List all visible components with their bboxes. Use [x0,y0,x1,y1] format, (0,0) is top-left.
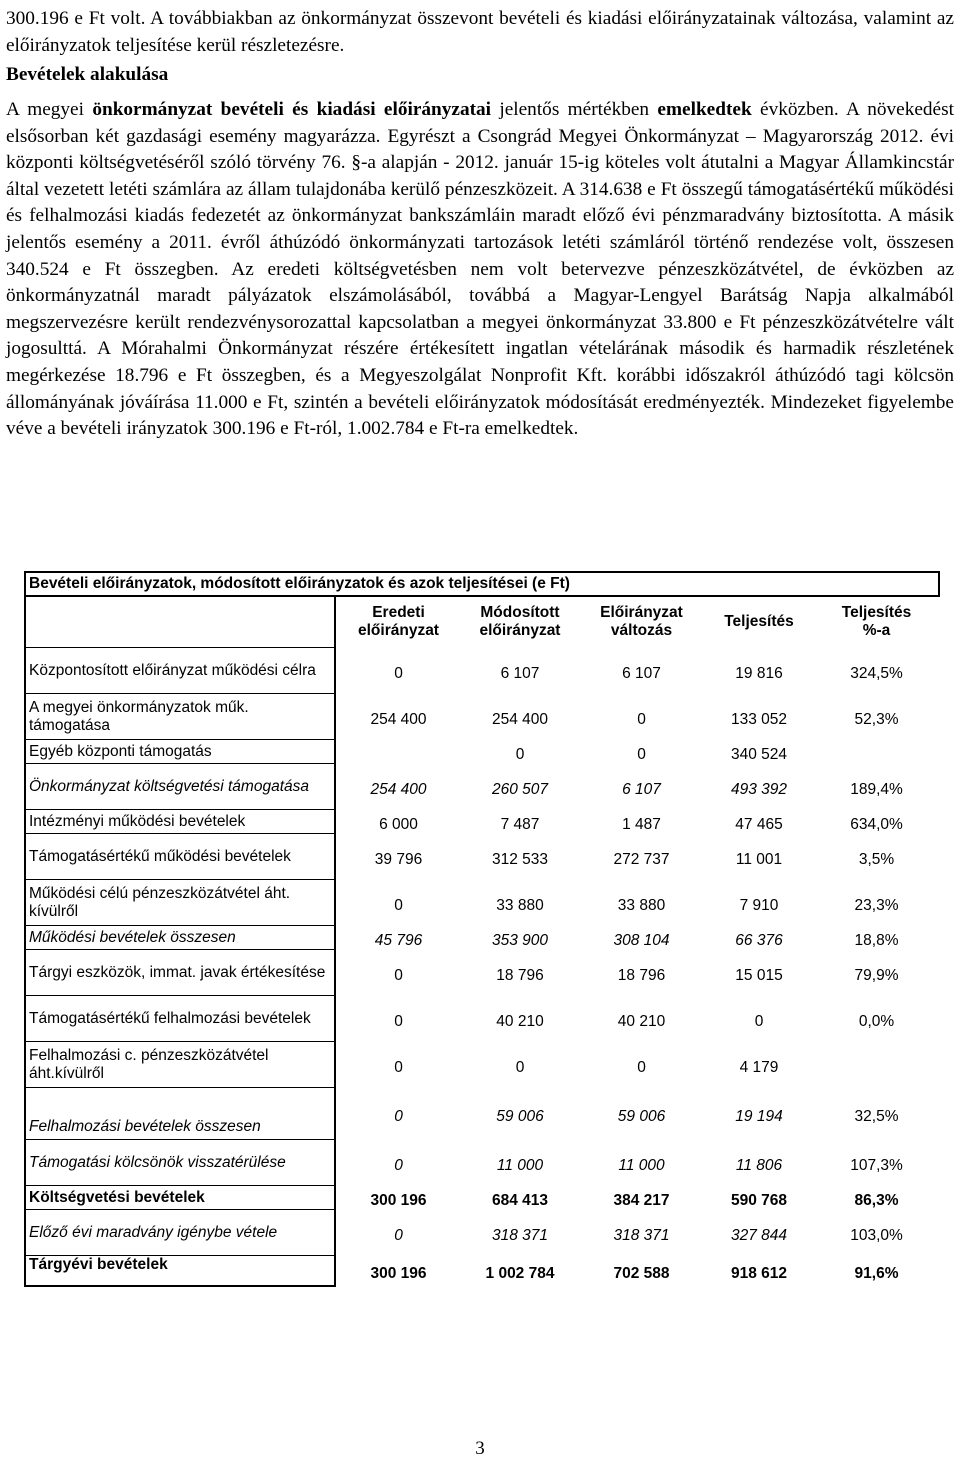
row-label: Tárgyévi bevételek [25,1256,335,1286]
cell-valtozas: 6 107 [622,780,661,798]
cell-teljesites: 918 612 [730,1264,788,1282]
cell-valtozas: 702 588 [613,1264,670,1282]
cell-modositott: 318 371 [491,1226,549,1244]
cell-eredeti: 6 000 [379,815,418,833]
page-number: 3 [475,1438,485,1459]
cell-eredeti: 45 796 [374,931,423,949]
table-row [25,1042,939,1088]
cell-teljesites: 327 844 [730,1226,788,1244]
cell-modositott: 0 [515,1058,525,1076]
cell-valtozas: 6 107 [622,664,661,682]
cell-pct: 52,3% [854,710,899,728]
row-label: Egyéb központi támogatás [25,740,335,764]
cell-eredeti: 300 196 [370,1264,427,1282]
cell-modositott: 1 002 784 [485,1264,555,1282]
cell-eredeti: 0 [394,1012,403,1030]
header-teljesites-pct: Teljesítés %-a [841,604,912,640]
row-label: Tárgyi eszközök, immat. javak értékesítése [25,950,335,996]
table-row [25,694,939,740]
cell-pct: 91,6% [854,1264,899,1282]
cell-teljesites: 15 015 [735,966,783,984]
row-label: Támogatásértékű felhalmozási bevételek [25,996,335,1042]
cell-modositott: 40 210 [496,1012,544,1030]
cell-valtozas: 0 [637,710,646,728]
cell-teljesites: 0 [754,1012,764,1030]
cell-eredeti: 254 400 [370,710,427,728]
cell-modositott: 18 796 [496,966,544,984]
cell-modositott: 6 107 [500,664,540,682]
row-label: A megyei önkormányzatok műk. támogatása [25,694,335,740]
intro-paragraph: 300.196 e Ft volt. A továbbiakban az önkormányzat összevont bevételi és kiadási előirányzatainak változása, valamint az előirányzatok teljesítése kerül részletezésre. [6,8,954,56]
cell-modositott: 0 [515,745,525,763]
row-label: Működési célú pénzeszközátvétel áht. kívülről [25,880,335,926]
section-heading: Bevételek alakulása [6,64,169,85]
cell-valtozas: 318 371 [613,1226,670,1244]
cell-eredeti: 0 [394,1156,403,1174]
body-paragraph: A megyei önkormányzat bevételi és kiadási előirányzatai jelentős mértékben emelkedtek évközben. A növekedést elsősorban két gazdasági esemény magyarázza. Egyrészt a Csongrád Megyei Önkormányzat – Magyarország 2012. évi központi költségvetéséről szóló törvény 76. §-a alapján - 2012. január 15-ig köteles volt átutalni a Magyar Államkincstár által vezetett letéti számlára az állam tulajdonába kerülő pénzeszközeit. A 314.638 e Ft összegű támogatásértékű működési és felhalmozási kiadás fedezetét az önkormányzat bankszámláin maradt előző évi pénzmaradvány biztosította. A másik jelentős esemény a 2011. évről áthúzódó önkormányzati tartozások letéti számláról történő rendezése volt, összesen 340.524 e Ft összegben. Az eredeti költségvetésben nem volt betervezve pénzeszközátvétel, de évközben az önkormányzatnál maradt pályázatok elszámolásából, továbbá a Magyar-Lengyel Barátság Napja alkalmából megszervezésre került rendezvénysorozattal kapcsolatban a megyei önkormányzat 33.800 e Ft pénzeszközátvételre vált jogosulttá. A Mórahalmi Önkormányzat részére értékesített ingatlan vételárának második és harmadik részletének megérkezése 18.796 e Ft összegben, és a Megyeszolgálat Nonprofit Kft. korábbi időszakról áthúzódó tagi kölcsön állományának jóváírása 11.000 e Ft, szintén a bevételi előirányzatok módosítását eredményezték. Mindezeket figyelembe véve a bevételi irányzatok 300.196 e Ft-ról, 1.002.784 e Ft-ra emelkedtek. [6,99,954,440]
cell-eredeti: 300 196 [370,1191,427,1209]
cell-modositott: 254 400 [491,710,549,728]
table-row [25,810,939,834]
row-label: Központosított előirányzat működési célra [25,648,335,694]
table-row [25,764,939,810]
cell-modositott: 353 900 [491,931,549,949]
header-eredeti: Eredeti előirányzat [358,604,439,640]
cell-eredeti: 0 [394,1058,403,1076]
cell-eredeti: 254 400 [370,780,427,798]
cell-eredeti: 0 [394,966,403,984]
cell-pct: 324,5% [850,664,903,682]
row-label: Intézményi működési bevételek [25,810,335,834]
row-label: Felhalmozási c. pénzeszközátvétel áht.kívülről [25,1042,335,1088]
cell-pct: 103,0% [850,1226,903,1244]
row-label: Működési bevételek összesen [25,926,335,950]
cell-valtozas: 40 210 [617,1012,666,1030]
header-modositott: Módosított előirányzat [479,604,561,640]
cell-pct: 634,0% [850,815,903,833]
revenue-table [24,571,940,1287]
row-label: Felhalmozási bevételek összesen [25,1088,335,1140]
table-row [25,1140,939,1186]
table-row [25,1256,939,1286]
cell-valtozas: 18 796 [617,966,666,984]
table-row [25,648,939,694]
cell-pct: 189,4% [850,780,903,798]
table-row [25,996,939,1042]
table-header-row [25,596,939,648]
cell-pct: 107,3% [850,1156,903,1174]
cell-pct: 0,0% [858,1012,895,1030]
cell-teljesites: 493 392 [730,780,788,798]
cell-teljesites: 19 816 [735,664,783,682]
table-title: Bevételi előirányzatok, módosított előirányzatok és azok teljesítései (e Ft) [25,572,939,596]
table-row [25,1186,939,1210]
cell-eredeti: 39 796 [374,850,423,868]
cell-pct [814,1042,939,1088]
table-row [25,950,939,996]
cell-modositott: 11 000 [496,1156,544,1174]
cell-pct [814,740,939,764]
table-row [25,740,939,764]
cell-valtozas: 0 [637,745,646,763]
cell-modositott: 312 533 [491,850,549,868]
row-label: Támogatásértékű működési bevételek [25,834,335,880]
cell-teljesites: 19 194 [735,1107,783,1125]
row-label: Előző évi maradvány igénybe vétele [25,1210,335,1256]
cell-teljesites: 66 376 [735,931,783,949]
cell-modositott: 260 507 [491,780,549,798]
cell-teljesites: 4 179 [739,1058,779,1076]
cell-valtozas: 59 006 [617,1107,666,1125]
row-label: Költségvetési bevételek [25,1186,335,1210]
cell-teljesites: 340 524 [730,745,788,763]
cell-valtozas: 384 217 [613,1191,670,1209]
row-label: Önkormányzat költségvetési támogatása [25,764,335,810]
cell-eredeti: 0 [394,1226,403,1244]
cell-teljesites: 590 768 [730,1191,788,1209]
cell-modositott: 33 880 [496,896,544,914]
cell-teljesites: 47 465 [735,815,783,833]
table-row [25,926,939,950]
cell-valtozas: 33 880 [617,896,666,914]
cell-pct: 32,5% [854,1107,899,1125]
cell-modositott: 59 006 [496,1107,544,1125]
cell-valtozas: 272 737 [613,850,670,868]
header-label-cell [25,596,335,648]
table-row [25,880,939,926]
cell-pct: 23,3% [854,896,899,914]
cell-pct: 86,3% [854,1191,899,1209]
row-label: Támogatási kölcsönök visszatérülése [25,1140,335,1186]
cell-teljesites: 11 806 [735,1156,783,1174]
cell-teljesites: 133 052 [730,710,788,728]
cell-valtozas: 0 [637,1058,646,1076]
cell-valtozas: 1 487 [622,815,661,833]
cell-pct: 79,9% [854,966,899,984]
header-valtozas: Előirányzat változás [600,604,683,640]
cell-valtozas: 11 000 [618,1156,665,1174]
header-teljesites: Teljesítés [724,613,794,631]
cell-modositott: 684 413 [491,1191,549,1209]
table-row [25,1088,939,1140]
cell-pct: 3,5% [858,850,895,868]
cell-eredeti: 0 [394,1107,403,1125]
table-title-row [25,572,939,596]
table-row [25,834,939,880]
cell-eredeti: 0 [394,664,403,682]
cell-valtozas: 308 104 [613,931,670,949]
cell-teljesites: 11 001 [735,850,783,868]
cell-modositott: 7 487 [500,815,540,833]
table-row [25,1210,939,1256]
cell-teljesites: 7 910 [739,896,779,914]
cell-pct: 18,8% [854,931,899,949]
cell-eredeti [335,740,461,764]
cell-eredeti: 0 [394,896,403,914]
